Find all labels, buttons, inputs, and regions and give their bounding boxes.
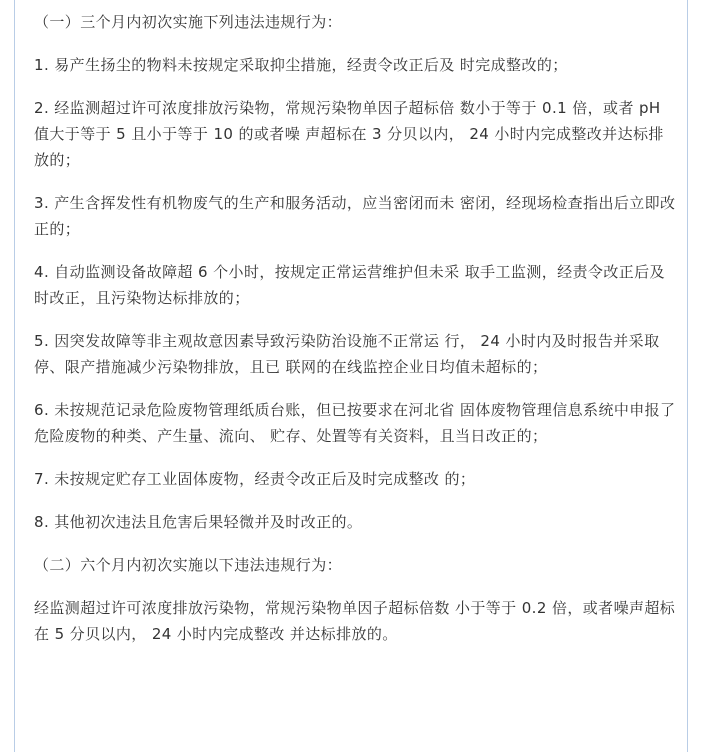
left-border-line (14, 0, 15, 752)
list-item-7: 7. 未按规定贮存工业固体废物，经责令改正后及时完成整改 的； (34, 470, 476, 488)
list-item-8: 8. 其他初次违法且危害后果轻微并及时改正的。 (34, 513, 363, 531)
list-item-5: 5. 因突发故障等非主观故意因素导致污染防治设施不正常运 行， 24 小时内及时报告并采取停、限产措施减少污染物排放，且已 联网的在线监控企业日均值未超标的； (34, 332, 660, 376)
article-body (34, 9, 676, 664)
list-item-6: 6. 未按规范记录危险废物管理纸质台账，但已按要求在河北省 固体废物管理信息系统中申报了危险废物的种类、产生量、流向、 贮存、处置等有关资料，且当日改正的； (34, 401, 676, 445)
section-heading-2: （二）六个月内初次实施以下违法违规行为： (34, 556, 343, 574)
section-2-paragraph: 经监测超过许可浓度排放污染物，常规污染物单因子超标倍数 小于等于 0.2 倍，或者噪声超标在 5 分贝以内， 24 小时内完成整改 并达标排放的。 (34, 599, 676, 643)
right-border-line (687, 0, 688, 752)
list-item-1: 1. 易产生扬尘的物料未按规定采取抑尘措施，经责令改正后及 时完成整改的； (34, 56, 568, 74)
list-item-2: 2. 经监测超过许可浓度排放污染物，常规污染物单因子超标倍 数小于等于 0.1 倍，或者 pH 值大于等于 5 且小于等于 10 的或者噪 声超标在 3 分贝以内， 24 小时内完成整改并达标排放的； (34, 99, 664, 169)
list-item-3: 3. 产生含挥发性有机物废气的生产和服务活动，应当密闭而未 密闭，经现场检查指出后立即改正的； (34, 194, 676, 238)
section-heading-1: （一）三个月内初次实施下列违法违规行为： (34, 13, 343, 31)
list-item-4: 4. 自动监测设备故障超 6 个小时，按规定正常运营维护但未采 取手工监测，经责令改正后及时改正，且污染物达标排放的； (34, 263, 665, 307)
